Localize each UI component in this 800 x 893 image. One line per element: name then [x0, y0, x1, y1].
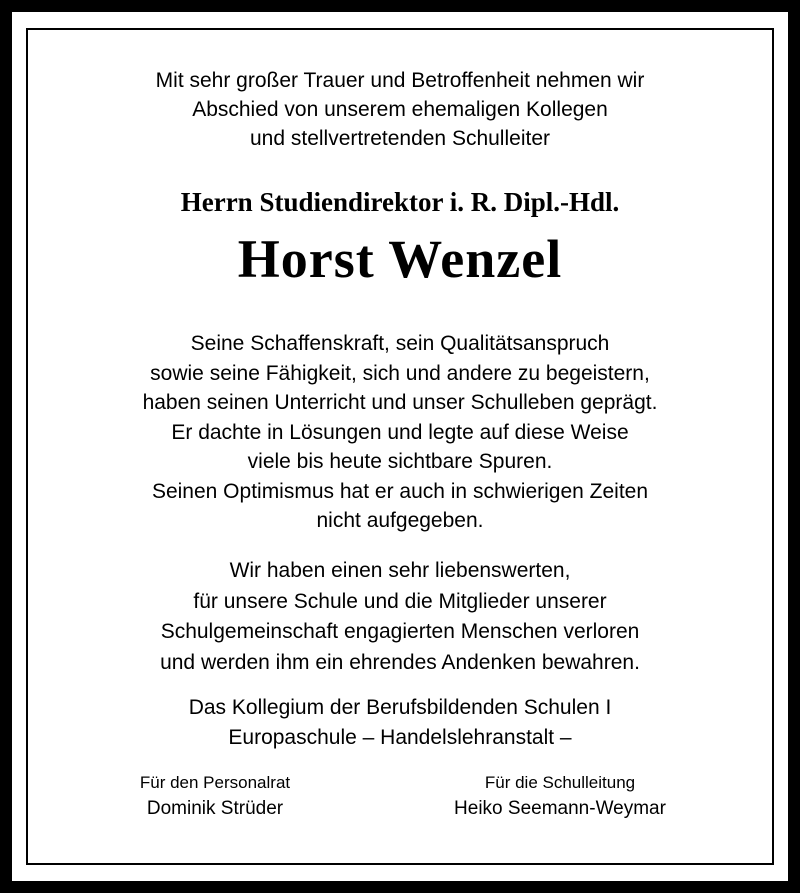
farewell-text [0, 556, 800, 678]
intro-line: Mit sehr großer Trauer und Betroffenheit nehmen wir [155, 69, 645, 92]
farewell-line: Schulgemeinschaft engagierten Menschen verloren [160, 620, 640, 643]
intro-line: Abschied von unserem ehemaligen Kollegen [192, 98, 608, 121]
tribute-text [0, 329, 800, 536]
intro-line: und stellvertretenden Schulleiter [249, 127, 550, 150]
tribute-line: viele bis heute sichtbare Spuren. [247, 450, 553, 473]
intro-text [0, 66, 800, 153]
deceased-name: Horst Wenzel [237, 229, 563, 289]
signer-schulleitung [430, 771, 690, 823]
farewell-line: und werden ihm ein ehrendes Andenken bewahren. [160, 650, 640, 674]
signer-role: Für den Personalrat [139, 773, 291, 792]
tribute-line: nicht aufgegeben. [316, 509, 484, 532]
tribute-line: Seinen Optimismus hat er auch in schwierigen Zeiten [151, 479, 649, 503]
tribute-line: haben seinen Unterricht und unser Schulleben geprägt. [142, 391, 658, 414]
tribute-line: Er dachte in Lösungen und legte auf diese Weise [171, 420, 629, 444]
signature-line: Das Kollegium der Berufsbildenden Schulen I [188, 696, 612, 719]
signer-role: Für die Schulleitung [484, 773, 636, 792]
signer-name: Heiko Seemann-Weymar [454, 798, 666, 819]
tribute-line: sowie seine Fähigkeit, sich und andere zu begeistern, [150, 361, 650, 385]
signature-line: Europaschule – Handelslehranstalt – [228, 726, 572, 749]
farewell-line: für unsere Schule und die Mitglieder unserer [193, 589, 607, 613]
signer-personalrat [90, 771, 340, 823]
deceased-title: Herrn Studiendirektor i. R. Dipl.-Hdl. [180, 187, 620, 217]
signature-block [0, 693, 800, 753]
tribute-line: Seine Schaffenskraft, sein Qualitätsanspruch [190, 332, 610, 355]
signer-name: Dominik Strüder [146, 798, 284, 819]
farewell-line: Wir haben einen sehr liebenswerten, [229, 559, 571, 582]
